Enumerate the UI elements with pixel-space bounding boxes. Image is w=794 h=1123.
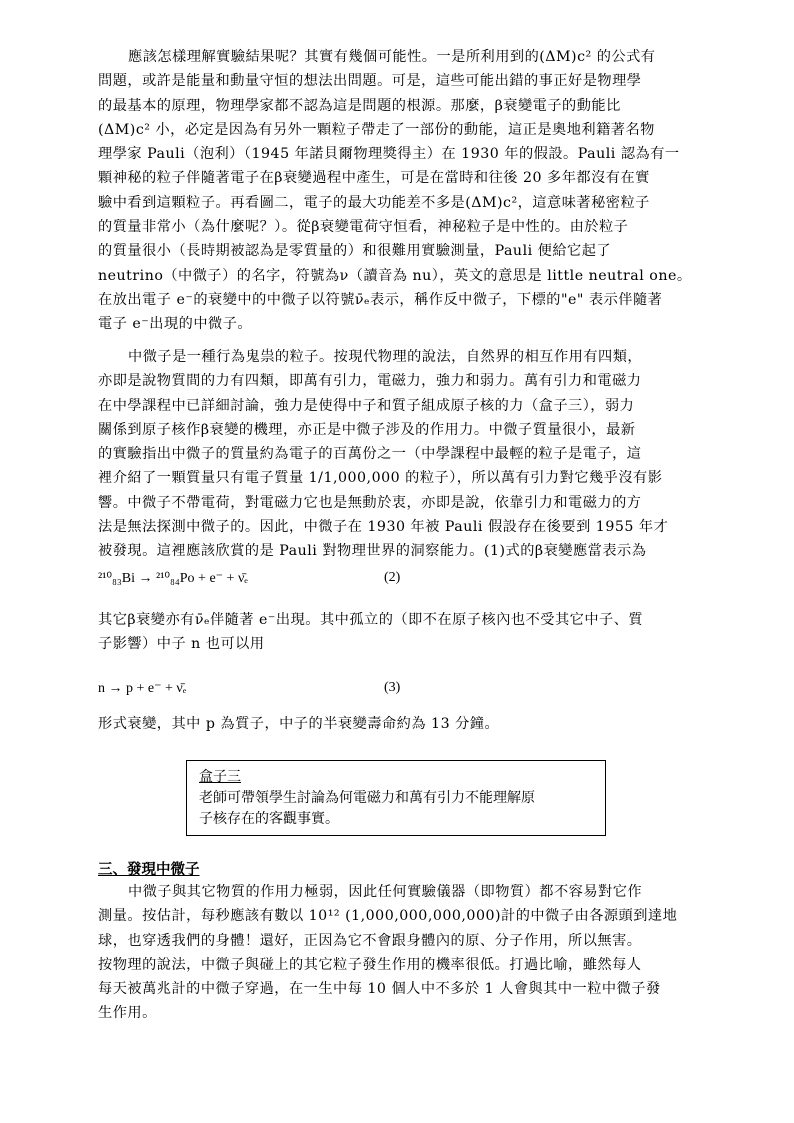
text-line: 響。中微子不帶電荷，對電磁力它也是無動於衷，亦即是說，依靠引力和電磁力的方 — [98, 494, 642, 511]
text-line: 球，也穿透我們的身體！還好，正因為它不會跟身體內的原、分子作用，所以無害。 — [98, 932, 642, 949]
text-line: 理學家 Pauli（泡利）（1945 年諾貝爾物理獎得主）在 1930 年的假設。Pauli 認為有一 — [98, 146, 680, 163]
box-title: 盒子三 — [199, 769, 241, 785]
paragraph-pauli-hypothesis — [98, 45, 696, 337]
text-line: 驗中看到這顆粒子。再看圖二，電子的最大功能差不多是(ΔM)c²，這意味著秘密粒子 — [98, 194, 650, 211]
text-line: 生作用。 — [98, 1005, 157, 1022]
equation-3-number: (3) — [384, 680, 401, 695]
text-line: 電子 e⁻出現的中微子。 — [98, 316, 253, 333]
text-line: 裡介紹了一顆質量只有電子質量 1/1,000,000 的粒子），所以萬有引力對它幾乎沒有影 — [98, 470, 663, 487]
text-line: 法是無法探測中微子的。因此，中微子在 1930 年被 Pauli 假設存在後要到 1955 年才 — [98, 519, 669, 536]
equation-2-number: (2) — [384, 570, 401, 585]
text-line: 形式衰變，其中 p 為質子，中子的半衰變壽命約為 13 分鐘。 — [98, 716, 500, 732]
text-line: 在中學課程中已詳細討論，強力是使得中子和質子組成原子核的力（盒子三），弱力 — [98, 397, 635, 414]
text-line: 子影響）中子 n 也可以用 — [98, 636, 265, 653]
paragraph-neutrino-interactions — [98, 345, 696, 564]
text-line: 的最基本的原理，物理學家都不認為這是問題的根源。那麼，β衰變電子的動能比 — [98, 97, 621, 114]
text-line: 被發現。這裡應該欣賞的是 Pauli 對物理世界的洞察能力。(1)式的β衰變應當表示為 — [98, 543, 647, 560]
box-line: 子核存在的客觀事實。 — [199, 811, 339, 827]
paragraph-other-beta-decay — [98, 608, 696, 657]
paragraph-half-life — [98, 712, 696, 736]
text-line: neutrino（中微子）的名字，符號為ν（讀音為 nu），英文的意思是 little neutral one。 — [98, 267, 692, 284]
box-three — [186, 760, 606, 836]
text-line: 應該怎樣理解實驗結果呢？其實有幾個可能性。一是所利用到的(ΔM)c² 的公式有 — [128, 49, 656, 65]
text-line: 關係到原子核作β衰變的機理，亦正是中微子涉及的作用力。中微子質量很小，最新 — [98, 421, 636, 438]
text-line: 的實驗指出中微子的質量約為電子的百萬份之一（中學課程中最輕的粒子是電子，這 — [98, 446, 642, 463]
text-line: 測量。按估計，每秒應該有數以 10¹² (1,000,000,000,000)計的中微子由各源頭到達地 — [98, 908, 678, 925]
text-line: 其它β衰變亦有ν̄ₑ伴隨著 e⁻出現。其中孤立的（即不在原子核內也不受其它中子、質 — [98, 612, 644, 628]
text-line: 顆神秘的粒子伴隨著電子在β衰變過程中產生，可是在當時和往後 20 多年都沒有在實 — [98, 170, 650, 187]
text-line: 亦即是說物質間的力有四類，即萬有引力，電磁力，強力和弱力。萬有引力和電磁力 — [98, 373, 642, 390]
text-line: 中微子與其它物質的作用力極弱，因此任何實驗儀器（即物質）都不容易對它作 — [128, 884, 643, 900]
equation-neutron-decay: n → p + e⁻ + ν̄ₑ — [98, 681, 187, 696]
text-line: 的質量很小（長時期被認為是零質量的）和很難用實驗測量，Pauli 便給它起了 — [98, 243, 612, 260]
text-line: (ΔM)c² 小，必定是因為有另外一顆粒子帶走了一部份的動能，這正是奧地利籍著名物 — [98, 121, 655, 138]
text-line: 中微子是一種行為鬼祟的粒子。按現代物理的說法，自然界的相互作用有四類， — [128, 349, 643, 365]
equation-bi-decay: ²¹⁰₈₃Bi → ²¹⁰₈₄Po + e⁻ + ν̄ₑ — [98, 571, 248, 586]
text-line: 按物理的說法，中微子與碰上的其它粒子發生作用的機率很低。打過比喻，雖然每人 — [98, 956, 642, 973]
box-line: 老師可帶領學生討論為何電磁力和萬有引力不能理解原 — [199, 790, 535, 806]
text-line: 的質量非常小（為什麼呢？）。從β衰變電荷守恒看，神秘粒子是中性的。由於粒子 — [98, 219, 629, 236]
paragraph-discovering-neutrino — [98, 880, 696, 1026]
text-line: 在放出電子 e⁻的衰變中的中微子以符號ν̄ₑ表示，稱作反中微子，下標的"e" 表示伴隨著 — [98, 291, 663, 308]
text-line: 每天被萬兆計的中微子穿過，在一生中每 10 個人中不多於 1 人會與其中一粒中微子發 — [98, 981, 661, 998]
text-line: 問題，或許是能量和動量守恒的想法出問題。可是，這些可能出錯的事正好是物理學 — [98, 73, 642, 90]
section-heading: 三、發現中微子 — [98, 861, 200, 878]
